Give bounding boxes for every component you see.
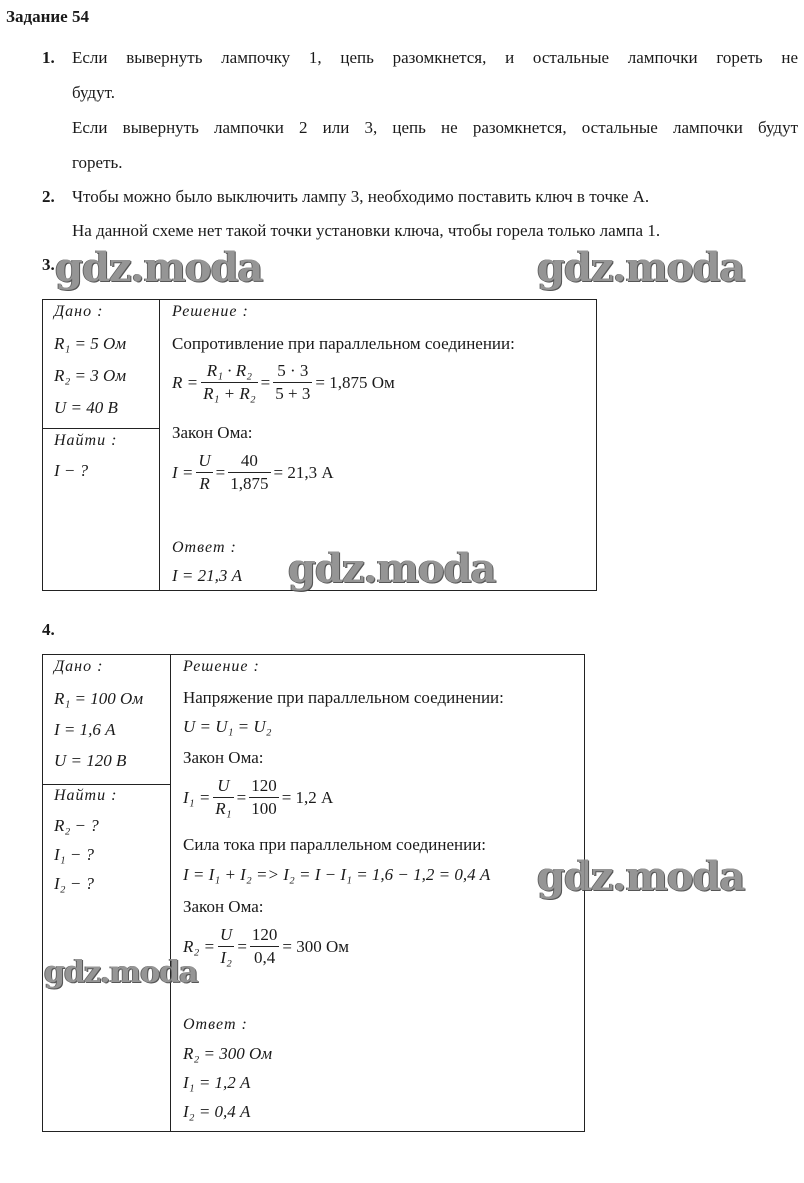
task1-line2: будут.: [72, 83, 115, 102]
task4-given-u: U = 120 В: [54, 751, 127, 770]
task4-given-r1: R₁ = 100 Ом: [54, 689, 144, 708]
task2-line2: На данной схеме нет такой точки установки ключа, чтобы горела только лампа 1.: [72, 221, 661, 240]
task4-table: [42, 654, 585, 1132]
watermark: gdz.moda: [537, 244, 745, 291]
task4-answer-r2: R₂ = 300 Ом: [183, 1044, 273, 1063]
task4-answer-label: Ответ :: [183, 1016, 248, 1033]
page-title: Задание 54: [6, 7, 89, 26]
task3-formula-resistance: R = $\frac{\text{R₁ · R₂}}{\text{R₁ + R₂}}$ = $\frac{5 \cdot 3}{5 + 3}$ = 1,875 Ом: [172, 361, 395, 403]
watermark: gdz.moda: [55, 244, 263, 291]
task3-step1-text: Сопротивление при параллельном соединении:: [172, 334, 515, 353]
task4-step2-text: Закон Ома:: [183, 748, 264, 767]
task4-answer-i2: I₂ = 0,4 А: [183, 1102, 251, 1121]
fraction: $\frac{120}{0,4}$: [251, 925, 278, 967]
task4-formula-i1: I₁ = $\frac{U}{\text{R₁}}$ = $\frac{120}{100}$ = 1,2 А: [183, 776, 334, 818]
task4-step1-text: Напряжение при параллельном соединении:: [183, 688, 504, 707]
task4-find-i1: I₁ − ?: [54, 845, 95, 864]
task4-find-label: Найти :: [54, 787, 118, 804]
task3-given-r1: R₁ = 5 Ом: [54, 334, 127, 353]
fraction: $\frac{U}{\text{R₁}}$: [215, 776, 232, 818]
task3-answer: I = 21,3 А: [172, 566, 243, 585]
task4-given-i: I = 1,6 А: [54, 720, 116, 739]
task3-solution-label: Решение :: [172, 303, 249, 320]
task4-find-i2: I₂ − ?: [54, 874, 95, 893]
task4-step1-formula: U = U₁ = U₂: [183, 717, 272, 736]
task4-solution-label: Решение :: [183, 658, 260, 675]
task4-step3-formula: I = I₁ + I₂ => I₂ = I − I₁ = 1,6 − 1,2 = 0,4 А: [183, 865, 491, 884]
task1-number: 1.: [42, 48, 55, 67]
task3-given-u: U = 40 В: [54, 398, 118, 417]
task3-answer-label: Ответ :: [172, 539, 237, 556]
task4-formula-r2: R₂ = $\frac{U}{\text{I₂}}$ = $\frac{120}{0,4}$ = 300 Ом: [183, 925, 350, 967]
task4-number: 4.: [42, 620, 55, 639]
task3-number: 3.: [42, 255, 55, 274]
task4-step4-text: Закон Ома:: [183, 897, 264, 916]
fraction: $\frac{U}{\text{I₂}}$: [220, 925, 233, 967]
watermark: gdz.moda: [44, 955, 198, 990]
watermark: gdz.moda: [288, 545, 496, 592]
task3-find-label: Найти :: [54, 432, 118, 449]
fraction: $\frac{U}{R}$: [198, 451, 211, 493]
task4-find-r2: R₂ − ?: [54, 816, 99, 835]
task1-line3: Если вывернуть лампочки 2 или 3, цепь не разомкнется, остальные лампочки будут: [72, 118, 798, 137]
task1-line4: гореть.: [72, 153, 123, 172]
task3-given-label: Дано :: [54, 303, 104, 320]
task4-step3-text: Сила тока при параллельном соединении:: [183, 835, 487, 854]
task4-given-label: Дано :: [54, 658, 104, 675]
task4-answer-i1: I₁ = 1,2 А: [183, 1073, 251, 1092]
task1-line1: Если вывернуть лампочку 1, цепь разомкнется, и остальные лампочки гореть не: [72, 48, 798, 67]
task3-find-i: I − ?: [54, 461, 89, 480]
task2-line1: Чтобы можно было выключить лампу 3, необходимо поставить ключ в точке А.: [72, 187, 650, 206]
fraction: $\frac{5 \cdot 3}{5 + 3}$: [275, 361, 311, 403]
task3-given-r2: R₂ = 3 Ом: [54, 366, 127, 385]
task3-formula-current: I = $\frac{U}{R}$ = $\frac{40}{1,875}$ = 21,3 А: [172, 451, 334, 493]
fraction: $\frac{40}{1,875}$: [230, 451, 269, 493]
watermark: gdz.moda: [537, 853, 745, 900]
task2-number: 2.: [42, 187, 55, 206]
fraction: $\frac{120}{100}$: [251, 776, 277, 818]
fraction: $\frac{\text{R₁ · R₂}}{\text{R₁ + R₂}}$: [203, 361, 256, 403]
task3-step2-text: Закон Ома:: [172, 423, 253, 442]
